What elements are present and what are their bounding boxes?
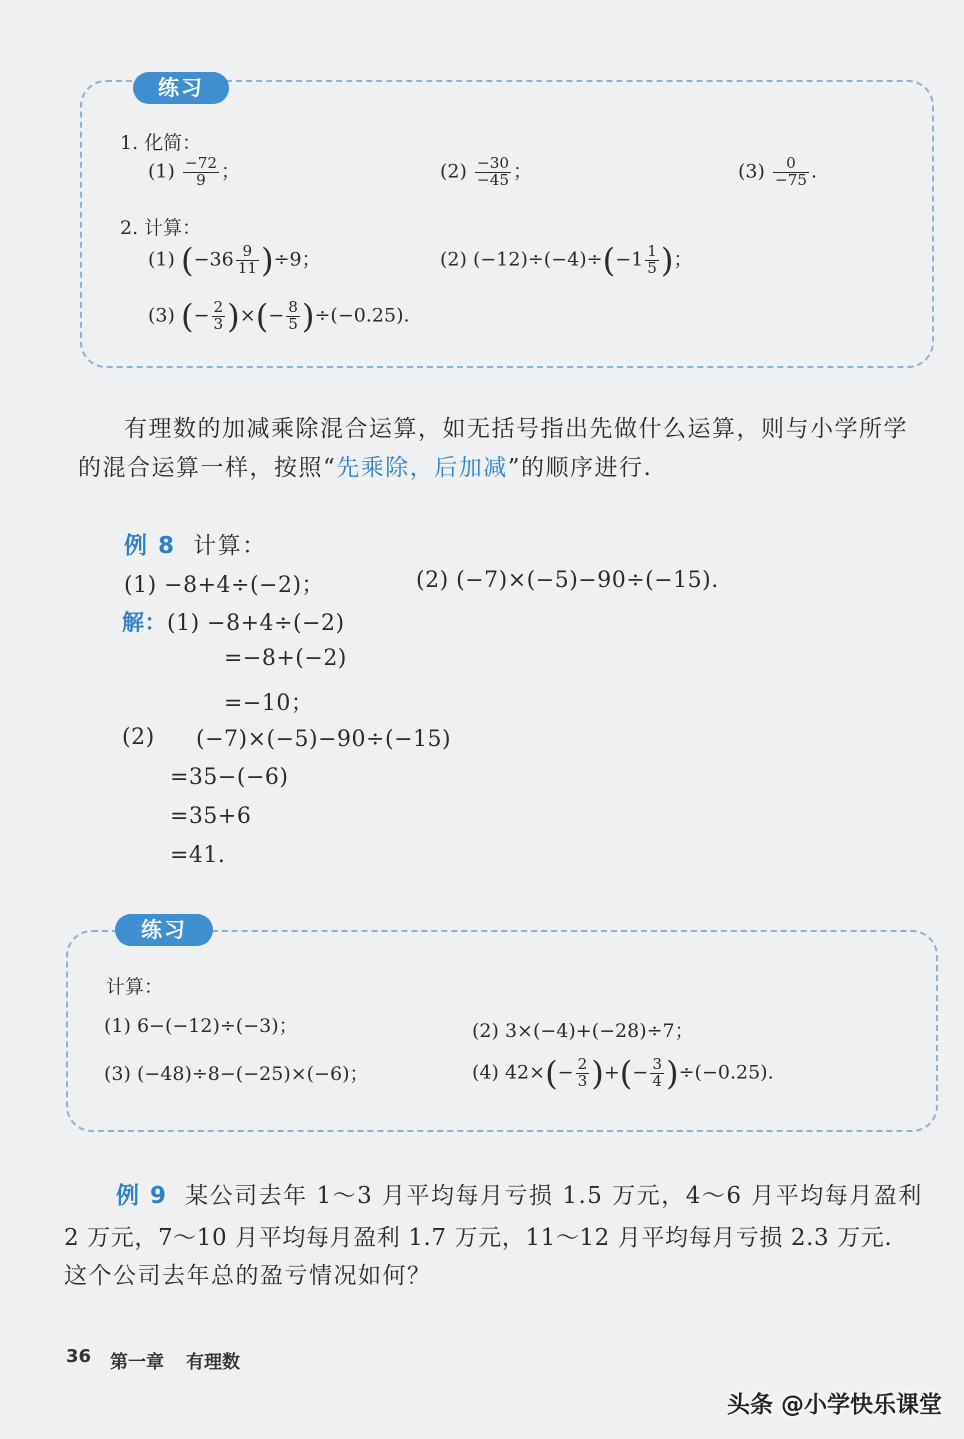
solution-2-step-4: =41. (170, 843, 226, 868)
chapter-label: 第一章 (110, 1352, 164, 1373)
q1-label: 1. 化简： (120, 132, 202, 154)
solution-2-index: (2) (122, 725, 155, 750)
intro-line-2: 的混合运算一样，按照“先乘除，后加减”的顺序进行. (78, 455, 653, 481)
q1-part-a: (1) $\frac{-72}{9}$ ； (148, 154, 241, 189)
q2-label: 2. 计算： (120, 217, 202, 239)
example-8-heading: 例 8 计算： (124, 533, 267, 559)
q2-part-a: (1) (−36 $\frac{9}{11}$ )÷9； (148, 241, 321, 280)
practice-2-q3: (3) (−48)÷8−(−25)×(−6)； (104, 1063, 369, 1085)
practice-tag-1: 练习 (133, 72, 229, 104)
solution-2-step-2: =35−(−6) (170, 765, 289, 790)
example-9-line-3: 这个公司去年总的盈亏情况如何？ (64, 1263, 432, 1289)
practice-2-label: 计算： (106, 976, 164, 998)
practice-2-q2: (2) 3×(−4)+(−28)÷7； (472, 1020, 694, 1042)
q1-part-c: (3) $\frac{0}{-75}$ . (738, 154, 818, 189)
rule-highlight: 先乘除，后加减 (336, 455, 508, 481)
solution-2-head: (−7)×(−5)−90÷(−15) (196, 727, 452, 752)
practice-2-q4: (4) 42×(− $\frac{2}{3}$ )+(− $\frac{3}{4}$ )÷(−0.25). (472, 1054, 774, 1093)
page-number: 36 (66, 1346, 92, 1367)
example-9-line-1: 例 9 某公司去年 1～3 月平均每月亏损 1.5 万元，4～6 月平均每月盈利 (116, 1183, 923, 1209)
practice-2-q1: (1) 6−(−12)÷(−3)； (104, 1015, 298, 1037)
example-9-line-2: 2 万元，7～10 月平均每月盈利 1.7 万元，11～12 月平均每月亏损 2.3 万元. (64, 1225, 893, 1251)
example-8-problem-2: (2) (−7)×(−5)−90÷(−15). (416, 568, 719, 593)
q1-part-b: (2) $\frac{-30}{-45}$ ； (440, 154, 533, 189)
solution-label: 解： (122, 611, 168, 636)
example-8-problem-1: (1) −8+4÷(−2)； (124, 573, 325, 598)
chapter-title: 有理数 (186, 1352, 240, 1373)
solution-line-1: 解：(1) −8+4÷(−2) (122, 611, 345, 636)
solution-2-step-3: =35+6 (170, 804, 252, 829)
solution-1-step-3: =−10； (224, 691, 314, 716)
intro-line-1: 有理数的加减乘除混合运算，如无括号指出先做什么运算，则与小学所学 (124, 416, 908, 442)
solution-1-step-2: =−8+(−2) (224, 646, 347, 671)
q2-part-c: (3) (− $\frac{2}{3}$ )×(− $\frac{8}{5}$ )÷(−0.25). (148, 297, 410, 336)
source-watermark: 头条 @小学快乐课堂 (726, 1392, 942, 1418)
q2-part-b: (2) (−12)÷(−4)÷(−1 $\frac{1}{5}$ )； (440, 241, 693, 280)
practice-tag-2: 练习 (115, 914, 213, 946)
